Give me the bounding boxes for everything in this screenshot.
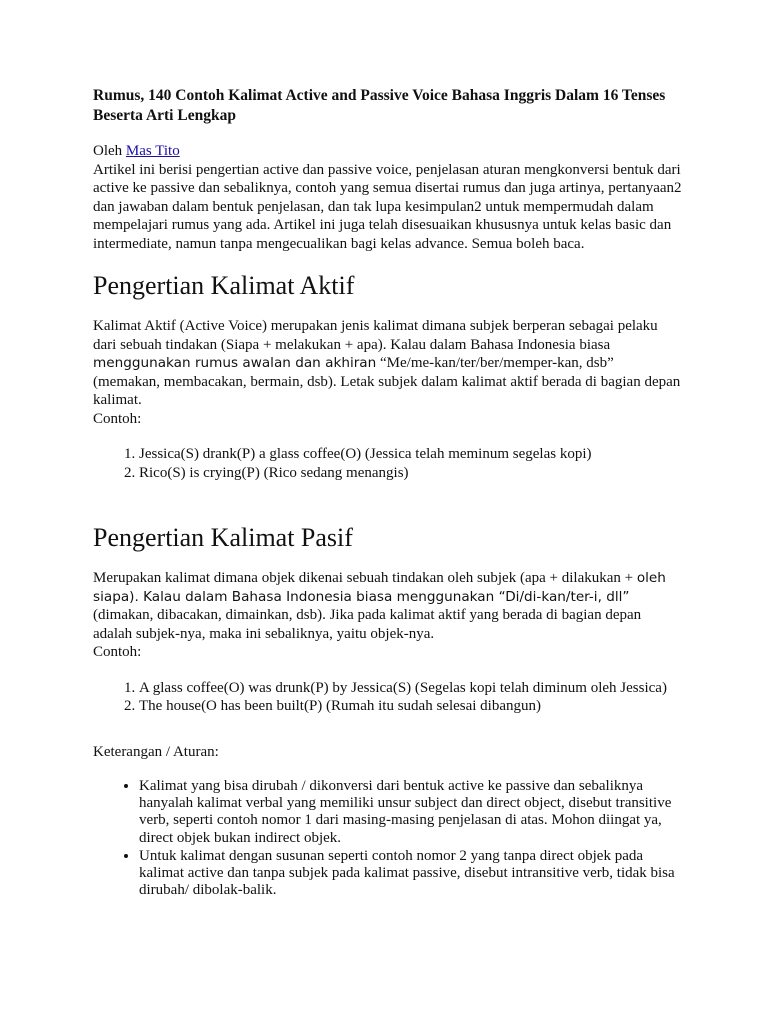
passive-definition: [93, 569, 683, 643]
intro-paragraph: Artikel ini berisi pengertian active dan passive voice, penjelasan aturan mengkonversi bentuk dari active ke passive dan sebaliknya, contoh yang semua disertai rumus dan juga artinya, pertanyaan2 dan jawaban dalam bentuk penjelasan, dan tak lupa kesimpulan2 untuk mempermudah dalam mempelajari rumus yang ada. Artikel ini juga telah disesuaikan khususnya untuk kelas basic dan intermediate, namun tanpa mengecualikan bagi kelas advance. Semua boleh baca.: [93, 161, 682, 252]
rules-label: Keterangan / Aturan:: [93, 743, 219, 760]
author-link[interactable]: Mas Tito: [125, 143, 180, 159]
document-page: [93, 86, 683, 900]
active-definition-part3: “Me/me-kan/ter/ber/memper-kan, dsb” (memakan, membacakan, bermain, dsb). Letak subjek dalam kalimat aktif berada di bagian depan kalimat.: [93, 355, 681, 408]
rule-item: • Kalimat yang bisa dirubah / dikonversi dari bentuk active ke passive dan sebaliknya hanyalah kalimat verbal yang memiliki unsur subject dan direct object, disebut transitive verb, seperti contoh nomor 1 dari masing-masing penjelasan di atas. Mohon diingat ya, direct objek bukan indirect objek.: [139, 778, 683, 847]
passive-examples-list: [93, 679, 683, 716]
passive-definition-part1: Merupakan kalimat dimana objek dikenai sebuah tindakan oleh subjek (apa + dilakukan +: [93, 570, 637, 586]
active-examples-list: [93, 445, 683, 482]
byline: [93, 142, 683, 161]
active-example-item: 1. Jessica(S) drank(P) a glass coffee(O) (Jessica telah meminum segelas kopi): [139, 445, 683, 464]
article-title: Rumus, 140 Contoh Kalimat Active and Passive Voice Bahasa Inggris Dalam 16 Tenses Beserta Arti Lengkap: [93, 87, 666, 124]
passive-definition-part3: (dimakan, dibacakan, dimainkan, dsb). Jika pada kalimat aktif yang berada di bagian depan adalah subjek-nya, maka ini sebaliknya, yaitu objek-nya.: [93, 607, 642, 642]
byline-prefix: Oleh: [93, 143, 126, 159]
passive-example-item: 1. A glass coffee(O) was drunk(P) by Jessica(S) (Segelas kopi telah diminum oleh Jessica): [139, 679, 683, 698]
passive-example-label: Contoh:: [93, 644, 142, 660]
active-definition: [93, 317, 683, 410]
passive-definition-part2: oleh siapa). Kalau dalam Bahasa Indonesia biasa menggunakan “Di/di-kan/ter-i, dll”: [93, 570, 666, 605]
passive-example-item: 2. The house(O has been built(P) (Rumah itu sudah selesai dibangun): [139, 697, 683, 716]
active-example-label: Contoh:: [93, 410, 142, 427]
active-example-item: 2. Rico(S) is crying(P) (Rico sedang menangis): [139, 464, 683, 483]
active-heading: Pengertian Kalimat Aktif: [93, 271, 355, 300]
active-definition-part1: Kalimat Aktif (Active Voice) merupakan jenis kalimat dimana subjek berperan sebagai pelaku dari sebuah tindakan (Siapa + melakukan + apa). Kalau dalam Bahasa Indonesia biasa: [93, 318, 658, 353]
rule-item: • Untuk kalimat dengan susunan seperti contoh nomor 2 yang tanpa direct objek pada kalimat active dan tanpa subjek pada kalimat passive, disebut intransitive verb, tidak bisa dirubah/ dibolak-balik.: [139, 848, 683, 900]
active-definition-part2: menggunakan rumus awalan dan akhiran: [93, 355, 377, 371]
passive-heading: Pengertian Kalimat Pasif: [93, 523, 353, 552]
rules-list: [93, 778, 683, 899]
